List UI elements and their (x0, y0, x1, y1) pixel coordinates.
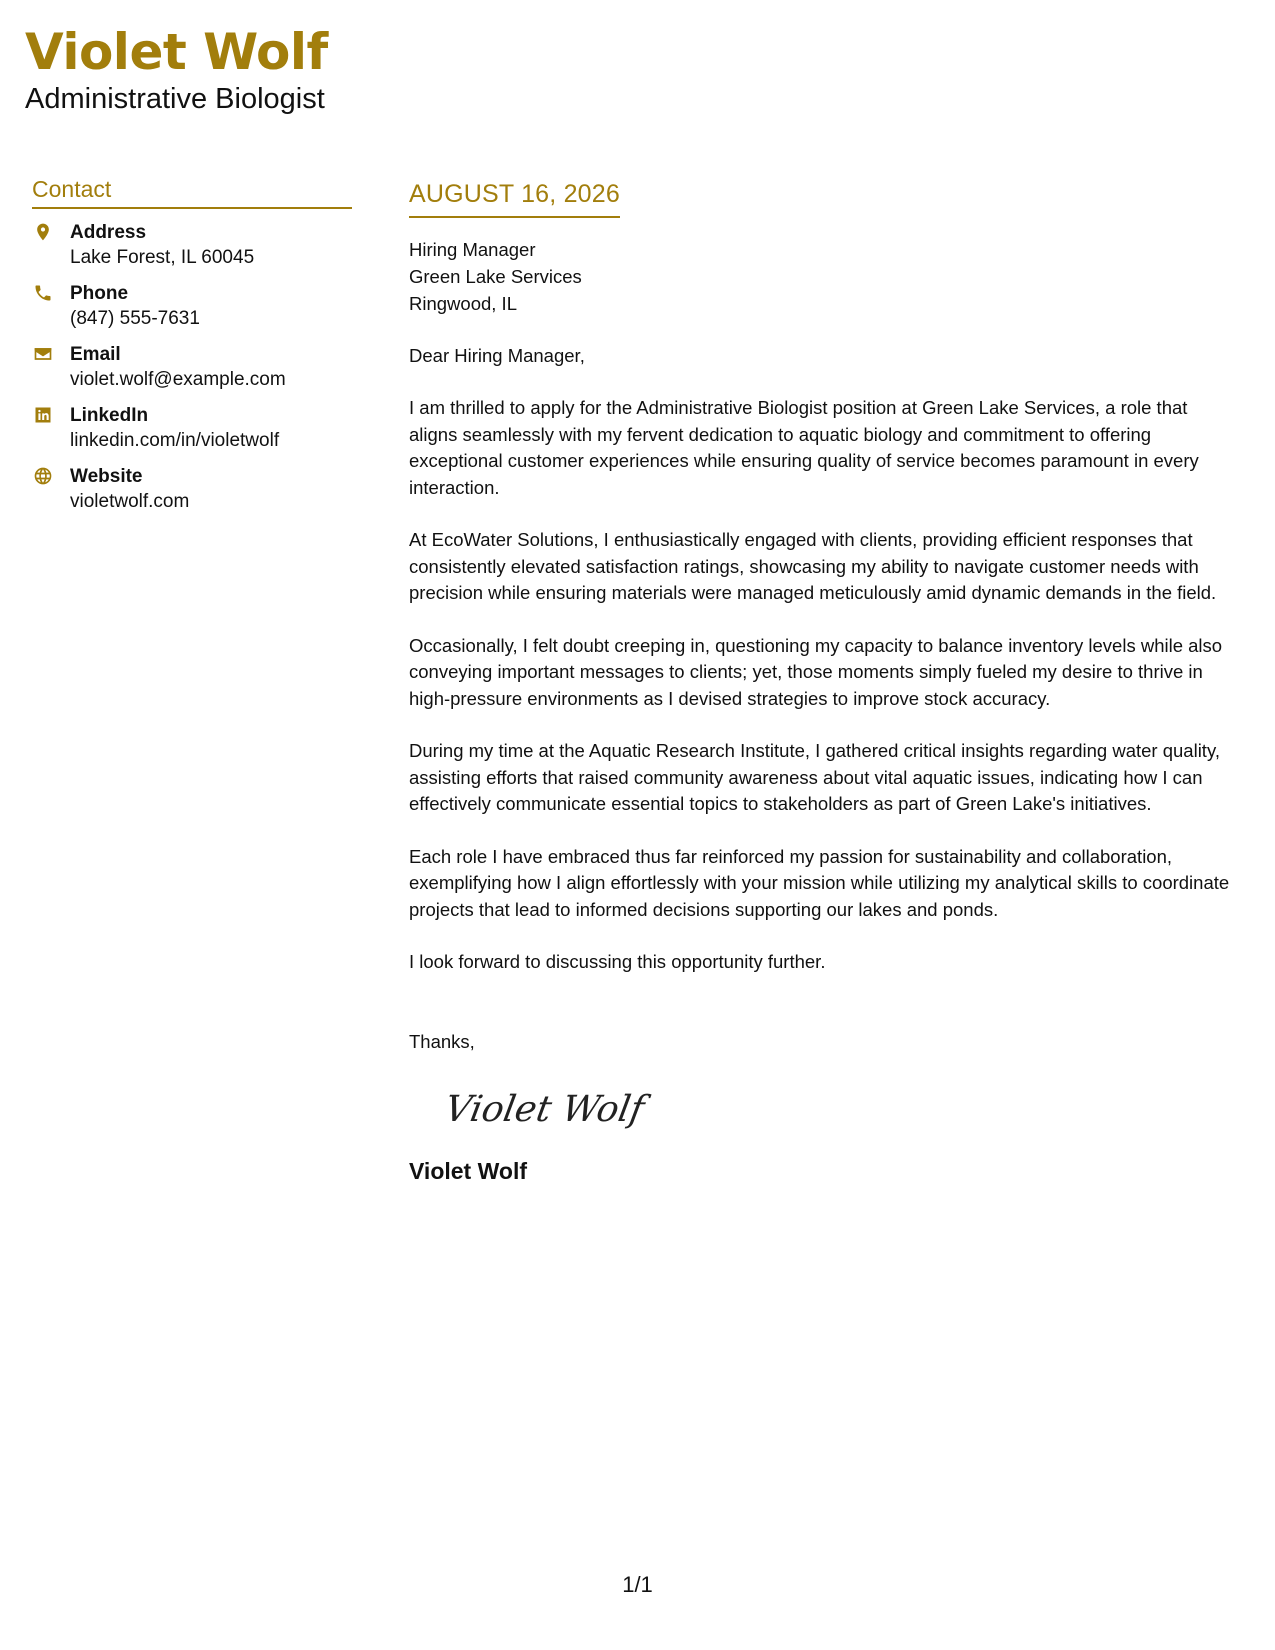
recipient-line: Green Lake Services (409, 266, 582, 287)
linkedin-icon (32, 404, 54, 426)
contact-item-address (32, 221, 352, 270)
recipient-block (409, 236, 1239, 317)
body-paragraph: I look forward to discussing this opportunity further. (409, 951, 826, 972)
letter-body (409, 178, 1239, 1185)
body-paragraph: I am thrilled to apply for the Administrative Biologist position at Green Lake Services, a role that aligns seamlessly with my fervent dedication to aquatic biology and commitment to offering exceptional customer experiences while ensuring quality of service becomes paramount in every interaction. (409, 397, 1199, 498)
contact-sidebar (32, 175, 352, 526)
contact-label: Website (70, 466, 143, 487)
contact-heading: Contact (32, 175, 352, 209)
recipient-line: Hiring Manager (409, 239, 536, 260)
body-paragraph: Each role I have embraced thus far reinforced my passion for sustainability and collaboration, exemplifying how I align effortlessly with your mission while utilizing my analytical skills to coordinate projects that lead to informed decisions supporting our lakes and ponds. (409, 845, 1230, 920)
body-paragraph: During my time at the Aquatic Research Institute, I gathered critical insights regarding water quality, assisting efforts that raised community awareness about vital aquatic issues, indicating how I can effectively communicate essential topics to stakeholders as part of Green Lake's initiatives. (409, 740, 1220, 814)
applicant-name: Violet Wolf (25, 23, 328, 81)
contact-item-phone (32, 282, 352, 331)
phone-icon (32, 282, 54, 304)
letter-header (25, 22, 328, 116)
contact-value: (847) 555-7631 (70, 308, 200, 329)
contact-item-email (32, 343, 352, 392)
letter-date: AUGUST 16, 2026 (409, 178, 620, 218)
contact-value: linkedin.com/in/violetwolf (70, 430, 280, 451)
contact-item-linkedin (32, 404, 352, 453)
contact-value: Lake Forest, IL 60045 (70, 247, 255, 268)
globe-icon (32, 465, 54, 487)
greeting: Dear Hiring Manager, (409, 345, 585, 366)
contact-value: violetwolf.com (70, 491, 190, 512)
signer-name: Violet Wolf (409, 1157, 527, 1184)
body-paragraph: Occasionally, I felt doubt creeping in, questioning my capacity to balance inventory levels while also conveying important messages to clients; yet, those moments simply fueled my desire to thrive in high-pressure environments as I devised strategies to improve stock accuracy. (409, 634, 1223, 709)
map-pin-icon (32, 221, 54, 243)
handwritten-signature (447, 1077, 707, 1141)
envelope-icon (32, 343, 54, 365)
closing: Thanks, (409, 1030, 475, 1052)
contact-list (32, 221, 352, 514)
contact-value: violet.wolf@example.com (70, 369, 286, 390)
page-number: 1/1 (622, 1572, 653, 1597)
svg-text:Violet Wolf: Violet Wolf (447, 1086, 648, 1130)
contact-label: Phone (70, 283, 129, 304)
contact-label: Address (70, 222, 147, 243)
applicant-title: Administrative Biologist (25, 83, 325, 115)
contact-item-website (32, 465, 352, 514)
contact-label: LinkedIn (70, 405, 149, 426)
body-paragraph: At EcoWater Solutions, I enthusiastically engaged with clients, providing efficient responses that consistently elevated satisfaction ratings, showcasing my ability to navigate customer needs with precision while ensuring materials were managed meticulously amid dynamic demands in the field. (409, 529, 1217, 603)
recipient-line: Ringwood, IL (409, 293, 517, 314)
contact-label: Email (70, 344, 121, 365)
